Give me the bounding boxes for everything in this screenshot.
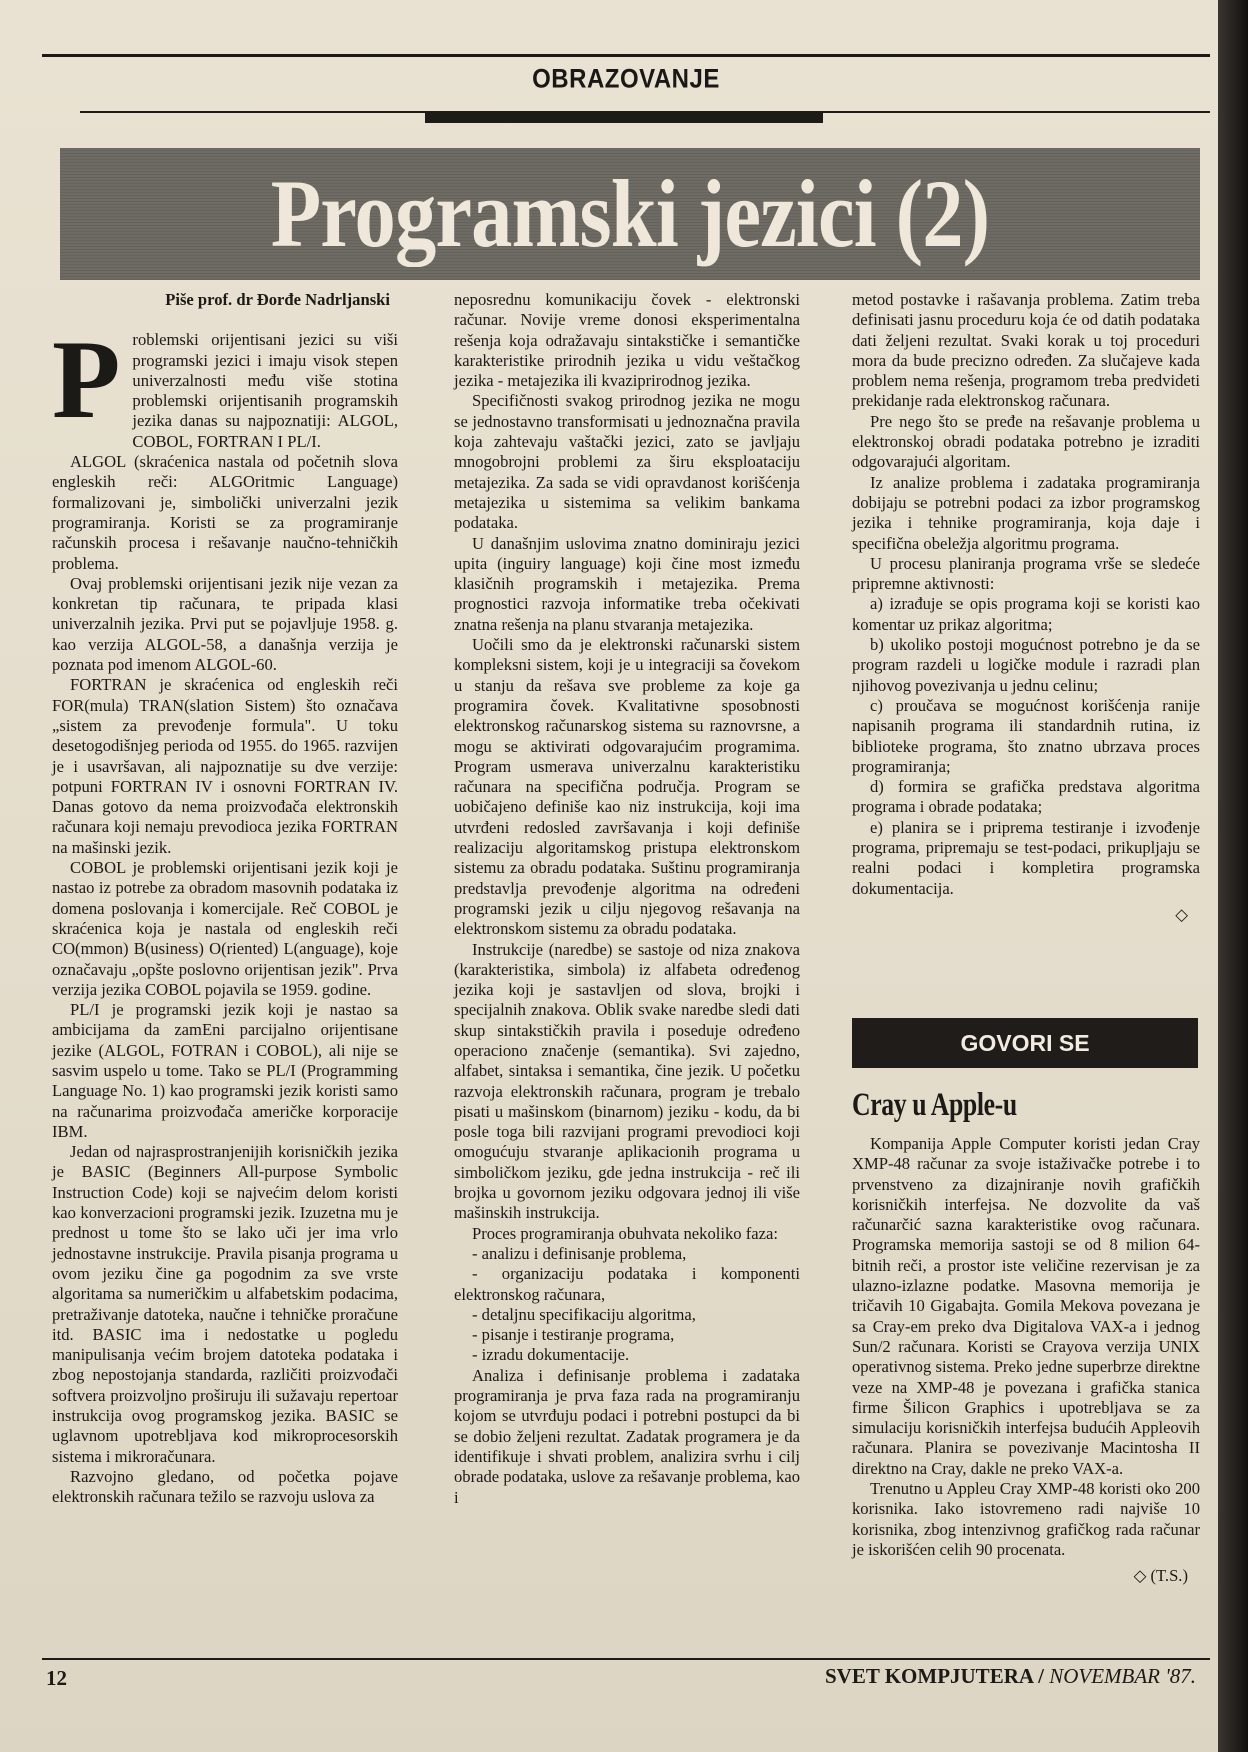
- paragraph: PL/I je programski jezik koji je nastao sa ambicijama da zamEni parcijalno orijentisane jezike (ALGOL, FOTRAN i COBOL), ali nije se sasvim uspelo u tome. Tako se PL/I (Programming Language No. 1) kao programski jezik koristi samo na računarima proizvođača američke korporacije IBM.: [52, 1000, 398, 1141]
- page-number: 12: [46, 1666, 67, 1690]
- paragraph: U procesu planiranja programa vrše se sledeće pripremne aktivnosti:: [852, 553, 1200, 594]
- sidebar-label: GOVORI SE: [852, 1018, 1198, 1068]
- drop-cap: P: [52, 318, 121, 443]
- paragraph: metod postavke i rašavanja problema. Zatim treba definisati jasnu proceduru koja će od datih podataka dati željeni rezultat. Svaki korak u toj proceduri mora da bude precizno određen. Za slučajeve kada problem nema rešenja, programom treba predvideti prekidanje rada elektronskog računara.: [852, 290, 1200, 411]
- footer-rule: [42, 1658, 1210, 1660]
- list-item: - analizu i definisanje problema,: [472, 1243, 687, 1263]
- issue-date: NOVEMBAR '87.: [1049, 1664, 1196, 1688]
- lead-paragraph: Problemski orijentisani jezici su viši programski jezici i imaju visok stepen univerzalnosti među više stotina problemski orijentisanih programskih jezika danas su najpoznatiji: ALGOL, COBOL, FORTRAN I PL/I.: [52, 318, 398, 451]
- paragraph: Analiza i definisanje problema i zadataka programiranja je prva faza rada na programiranju kojom se utvrđuju podaci i potrebni postupci da bi se dobio željeni rezultat. Zadatak programera je da identifikuje i shvati problem, analizira svrhu i cilj obrade podataka, uslove za rešavanje problema, kao i: [454, 1365, 800, 1507]
- paragraph: Proces programiranja obuhvata nekoliko faza:: [472, 1223, 778, 1243]
- header-accent-bar: [425, 112, 823, 123]
- article-column-3: [852, 290, 1200, 925]
- sidebar-title: Cray u Apple-u: [852, 1087, 1017, 1123]
- list-item: - pisanje i testiranje programa,: [472, 1325, 675, 1345]
- list-item: d) formira se grafička predstava algoritma programa i obrade podataka;: [852, 777, 1200, 817]
- paragraph: Ovaj problemski orijentisani jezik nije vezan za konkretan tip računara, te pripada klasi univerzalnih jezika. Prvi put se pojavljuje 1958. g. kao verzija ALGOL-58, a današnja verzija je poznata pod imenom ALGOL-60.: [52, 573, 398, 675]
- magazine-name: SVET KOMPJUTERA /: [824, 1664, 1044, 1688]
- paragraph: U današnjim uslovima znatno dominiraju jezici upita (inguiry language) koji čine most između klasičnih programskih i metajezika. Prema prognostici razvoja informatike treba očekivati znatna rešenja na planu stvaranja metajezika.: [454, 533, 800, 634]
- sidebar-body: [852, 1134, 1200, 1587]
- paragraph: Razvojno gledano, od početka pojave elektronskih računara težilo se razvoju uslova za: [52, 1466, 398, 1507]
- list-item: c) proučava se mogućnost korišćenja ranije napisanih programa ili standardnih rutina, iz biblioteke programa, što znatno ubrzava proces programiranja;: [852, 695, 1200, 776]
- paragraph: Trenutno u Appleu Cray XMP-48 koristi oko 200 korisnika. Iako istovremeno radi najviše 10 korisnika, zbog intenzivnog grafičkog rada računar je iskorišćen celih 90 procenata.: [852, 1479, 1200, 1559]
- article-column-2: [454, 290, 800, 1508]
- paragraph: FORTRAN je skraćenica od engleskih reči FOR(mula) TRAN(slation Sistem) što označava „sistem za prevođenje formula". U toku desetogodišnjeg perioda od 1955. do 1965. razvijen je i usavršavan, ali najpoznatije su dve verzije: potpuni FORTRAN IV i osnovni FORTRAN IV. Danas gotovo da nema proizvođača elektronskih računara koji nemaju prevodioca jezika FORTRAN na mašinski jezik.: [52, 675, 398, 857]
- article-title: Programski jezici (2): [270, 160, 990, 267]
- paragraph: Instrukcije (naredbe) se sastoje od niza znakova (karakteristika, simbola) iz alfabeta određenog jezika koji je sastavljen od slova, brojki i specijalnih znakova. Oblik svake naredbe sledi dati skup sintakstičkih pravila i poseduje određeno operaciono značenje (semantika). Svi zajedno, alfabet, sintaksa i semantika, čine jezik. U početku razvoja elektronskih računara, program je trebalo pisati u mašinskom (binarnom) jeziku - kodu, da bi posle toga bili razvijani programi prevodioci koji omogućuju stvaranje aplikacionih programa u simboličkom jeziku, gde jedna instrukcija - reč ili brojka u govornom jeziku odgovara jednoj ili više mašinskih instrukcija.: [454, 939, 800, 1223]
- paragraph: Kompanija Apple Computer koristi jedan Cray XMP-48 računar za svoje istaživačke potrebe i to prvenstveno za dizajniranje novih grafičkih korisničkih interfejsa. Ne dozvolite da vaš računarčić sazna karakteristike ovog računara. Programska memorija sastoji se od 8 milion 64-bitnih reči, a prostor iste veličine rezervisan je za ulazno-izlazne podatke. Masovna memorija je tričavih 10 Gigabajta. Gomila Mekova povezana je sa Cray-em preko dva Digitalova VAX-a i jednog Sun/2 računara. Koristi se Crayova verzija UNIX operativnog sistema. Preko jedne superbrze direktne veze na XMP-48 je povezana i grafička stanica firme Šilicon Graphics i upotrebljava se za simulaciju korisničkih interfejsa budućih Appleovih računara. Planira se povezivanje Macintosha II direktno na Cray, dakle ne preko VAX-a.: [852, 1134, 1200, 1478]
- paragraph: Pre nego što se pređe na rešavanje problema u elektronskoj obradi podataka potrebno je izraditi odgovarajući algoritam.: [852, 411, 1200, 472]
- end-of-article-icon: ◇: [1175, 904, 1188, 924]
- byline: Piše prof. dr Đorđe Nadrljanski: [165, 290, 390, 309]
- page-edge-shadow: [1218, 0, 1248, 1752]
- list-item: - izradu dokumentacije.: [472, 1345, 630, 1365]
- article-column-1: [52, 290, 398, 1508]
- list-item: e) planira se i priprema testiranje i izvođenje programa, pripremaju se test-podaci, prikupljaju se realni podaci i kompletira programska dokumentacija.: [852, 817, 1200, 898]
- paragraph: COBOL je problemski orijentisani jezik koji je nastao iz potrebe za obradom masovnih podataka iz domena poslovanja i komercijale. Reč COBOL je skraćenica koja je nastala od engleskih reči CO(mmon) B(usiness) O(riented) L(anguage), koje označavaju „opšte poslovno orijentisan jezik". Prva verzija jezika COBOL pojavila se 1959. godine.: [52, 858, 398, 999]
- paragraph: ALGOL (skraćenica nastala od početnih slova engleskih reči: ALGOritmic Language) formalizovani je, simbolički univerzalni jezik programiranja. Koristi se za programiranje računskih procesa i rešavanje naučno-tehničkih problema.: [52, 452, 398, 573]
- paragraph: neposrednu komunikaciju čovek - elektronski računar. Novije vreme donosi eksperimentalna rešenja koja odražavaju sintakstičke i semantičke karakteristike prirodnih jezika u vidu veštačkog jezika - metajezika ili kvaziprirodnog jezika.: [454, 290, 800, 391]
- header-rule: [42, 54, 1210, 57]
- list-item: b) ukoliko postoji mogućnost potrebno je da se program razdeli u logičke module i razradi plan njihovog povezivanja u jednu celinu;: [852, 635, 1200, 695]
- paragraph: Jedan od najrasprostranjenijih korisničkih jezika je BASIC (Beginners All-purpose Symbolic Instruction Code) koji se najvećim delom koristi kao konverzacioni programski jezik. Izuzetna mu je prednost u tome što se lako uči jer ima vrlo jednostavne instrukcije. Pravila pisanja programa u ovom jeziku čine ga pogodnim za sve vrste algoritama sa numeričkim u alfabetskim podacima, pretraživanje datoteka, naučne i tehničke proračune itd. BASIC ima i nedostatke u pogledu manipulisanja većim brojem datoteka podataka i zbog nepostojanja standarda, različiti proizvođači softvera proizvoljno proširuju ili sužavaju repertoar instrukcija ovog programskog jezika. BASIC se uglavnom upotrebljava kod mikroprocesorskih sistema i mikroračunara.: [52, 1142, 398, 1466]
- paragraph: Uočili smo da je elektronski računarski sistem kompleksni sistem, koji je u integraciji sa čovekom u stanju da rešava sve probleme za koje ga programira čovek. Kvalitativne sposobnosti elektronskog računarskog sistema su raznovrsne, a mogu se aktivirati odgovarajućim programima. Program usmerava univerzalnu karakteristiku računara na specifična područja. Program se uobičajeno definiše kao niz instrukcija, koji ima utvrđeni redosled završavanja i koji definiše realizaciju algoritamskog pristupa elektronskom sistemu za obradu podataka. Suštinu programiranja predstavlja prevođenje algoritma na određeni programski jezik u cilju njegovog rešavanja na elektronskom sistemu za obradu podataka.: [454, 635, 800, 939]
- footer-masthead: [825, 1664, 1196, 1689]
- list-item: - organizaciju podataka i komponenti elektronskog računara,: [454, 1264, 800, 1304]
- section-label: OBRAZOVANJE: [532, 64, 720, 95]
- paragraph: Iz analize problema i zadataka programiranja dobijaju se potrebni podaci za izbor programskog jezika i tehnike programiranja, koja daje i specifična obeležja algoritmu programa.: [852, 472, 1200, 553]
- paragraph: Specifičnosti svakog prirodnog jezika ne mogu se jednostavno transformisati u jednoznačna pravila koja zahtevaju vaštački jezici, zato se javljaju mnogobrojni problemi za širu eksploataciju metajezika. Za sada se vidi opravdanost korišćenja metajezika u sistemima sa velikim bankama podataka.: [454, 391, 800, 533]
- list-item: - detaljnu specifikaciju algoritma,: [472, 1304, 696, 1324]
- list-item: a) izrađuje se opis programa koji se koristi kao komentar uz prikaz algoritma;: [852, 594, 1200, 634]
- sidebar-signature: ◇ (T.S.): [1133, 1566, 1188, 1586]
